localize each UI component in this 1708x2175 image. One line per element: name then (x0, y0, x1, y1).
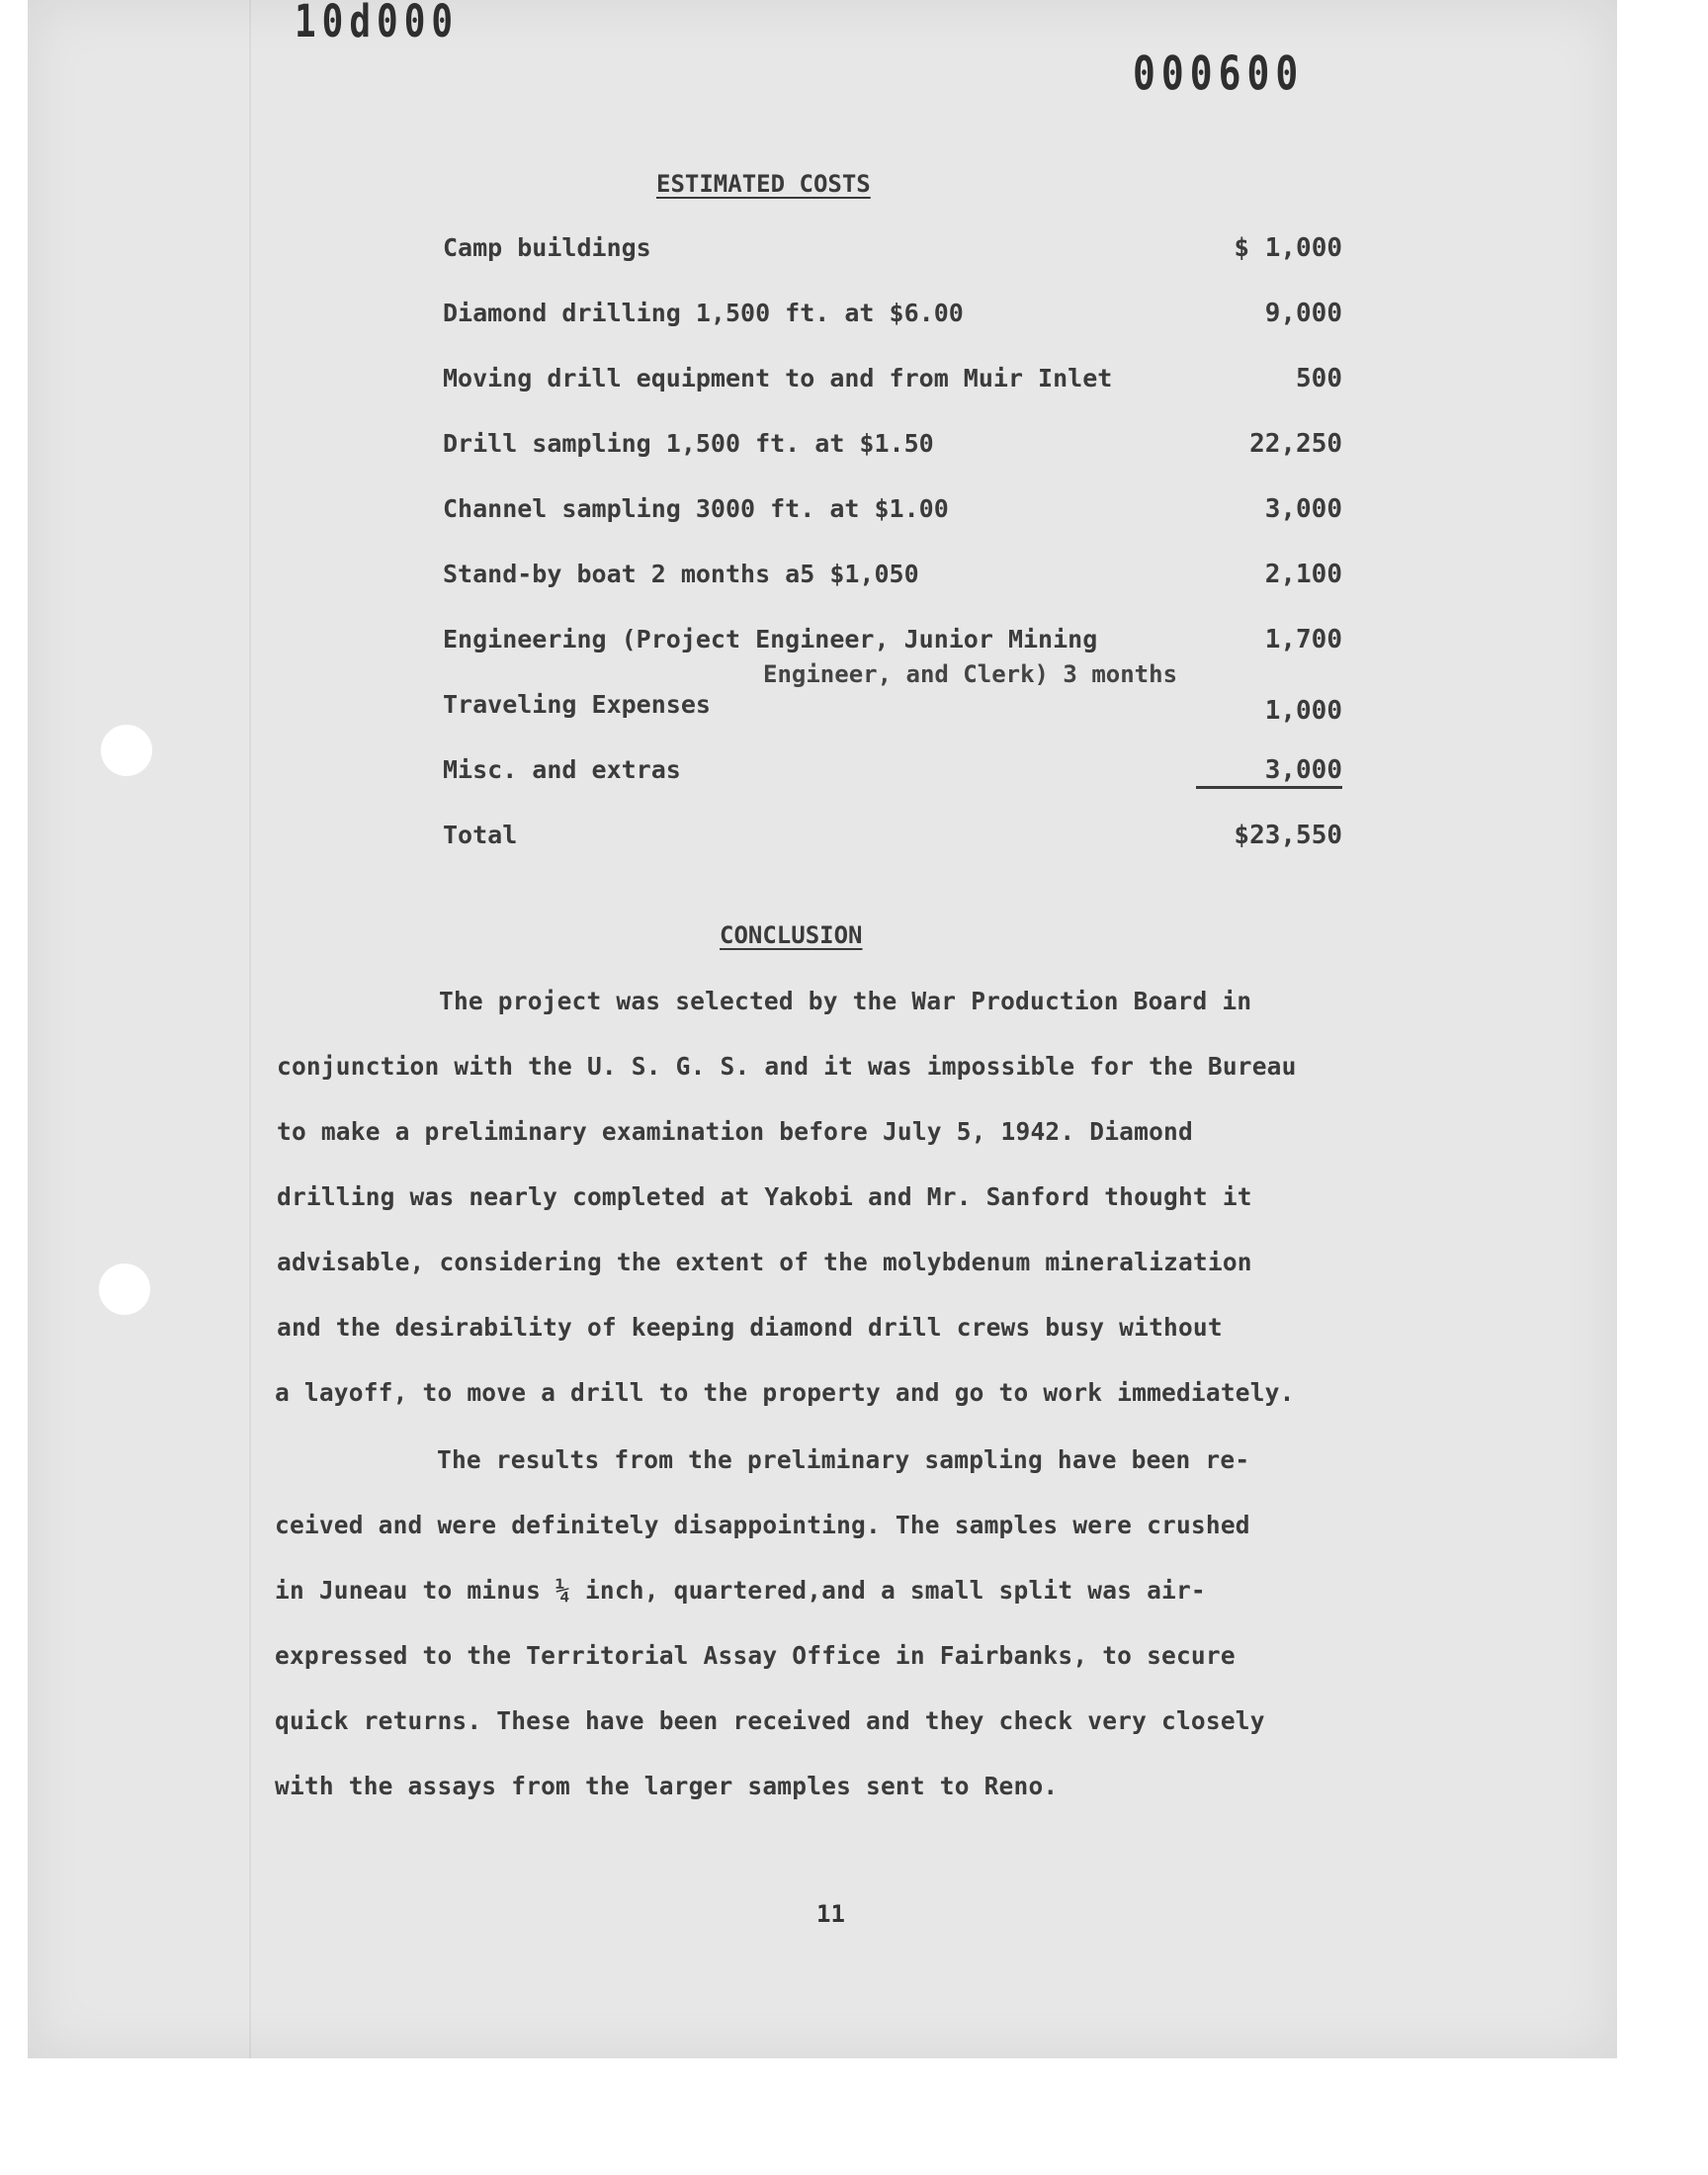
estimated-costs-heading: ESTIMATED COSTS (656, 170, 871, 198)
paragraph-line: with the assays from the larger samples sent to Reno. (275, 1772, 1059, 1800)
paragraph-line: The project was selected by the War Production Board in (439, 987, 1252, 1015)
cost-total-label: Total (443, 821, 518, 849)
paragraph-line: a layoff, to move a drill to the property and go to work immediately. (275, 1378, 1295, 1407)
page-number: 11 (816, 1900, 845, 1928)
cost-total-row (443, 821, 1342, 860)
cost-item-amount: $ 1,000 (1234, 233, 1342, 263)
paragraph-line: conjunction with the U. S. G. S. and it was impossible for the Bureau (277, 1052, 1297, 1081)
cost-row (443, 429, 1342, 469)
cost-item-label: Misc. and extras (443, 755, 681, 784)
cost-item-amount: 1,700 (1264, 625, 1342, 654)
document-page (28, 0, 1617, 2058)
paragraph-line: advisable, considering the extent of the molybdenum mineralization (277, 1248, 1252, 1276)
paragraph-line: to make a preliminary examination before July 5, 1942. Diamond (277, 1117, 1193, 1146)
cost-row (443, 560, 1342, 599)
cost-item-amount: 3,000 (1196, 755, 1342, 789)
conclusion-heading: CONCLUSION (720, 921, 863, 949)
cost-row (443, 494, 1342, 534)
cost-item-sublabel: Engineer, and Clerk) 3 months (763, 660, 1178, 688)
page-shadow-line (249, 0, 251, 2058)
cost-item-amount: 2,100 (1264, 560, 1342, 589)
paragraph-line: The results from the preliminary sampling have been re- (437, 1445, 1250, 1474)
cost-item-label: Traveling Expenses (443, 690, 711, 719)
cost-row (443, 364, 1342, 403)
cost-total-amount: $23,550 (1234, 821, 1342, 850)
cost-row (443, 233, 1342, 273)
cost-item-label: Diamond drilling 1,500 ft. at $6.00 (443, 299, 964, 327)
cost-item-amount: 22,250 (1249, 429, 1342, 459)
cost-row (443, 299, 1342, 338)
document-stamp-top-right: 000600 (1133, 45, 1305, 101)
cost-item-label: Drill sampling 1,500 ft. at $1.50 (443, 429, 934, 458)
paragraph-line: in Juneau to minus ¼ inch, quartered,and a small split was air- (275, 1576, 1206, 1605)
paragraph-line: ceived and were definitely disappointing. The samples were crushed (275, 1511, 1250, 1539)
cost-item-amount: 500 (1296, 364, 1342, 393)
cost-row (443, 625, 1342, 700)
paragraph-line: expressed to the Territorial Assay Office in Fairbanks, to secure (275, 1641, 1236, 1670)
cost-item-label: Engineering (Project Engineer, Junior Mining (443, 625, 1098, 653)
cost-item-amount: 9,000 (1264, 299, 1342, 328)
punch-hole-lower (99, 1263, 150, 1315)
cost-item-label: Moving drill equipment to and from Muir Inlet (443, 364, 1113, 392)
cost-item-amount: 3,000 (1264, 494, 1342, 524)
document-stamp-top-left: 10d000 (295, 0, 460, 48)
cost-row (443, 690, 1342, 730)
cost-item-amount: 1,000 (1264, 696, 1342, 726)
paragraph-line: drilling was nearly completed at Yakobi and Mr. Sanford thought it (277, 1182, 1252, 1211)
punch-hole-upper (101, 725, 152, 776)
cost-item-label: Stand-by boat 2 months a5 $1,050 (443, 560, 919, 588)
paragraph-line: quick returns. These have been received and they check very closely (275, 1706, 1265, 1735)
cost-item-label: Channel sampling 3000 ft. at $1.00 (443, 494, 949, 523)
cost-row (443, 755, 1342, 795)
cost-item-label: Camp buildings (443, 233, 651, 262)
paragraph-line: and the desirability of keeping diamond drill crews busy without (277, 1313, 1223, 1342)
